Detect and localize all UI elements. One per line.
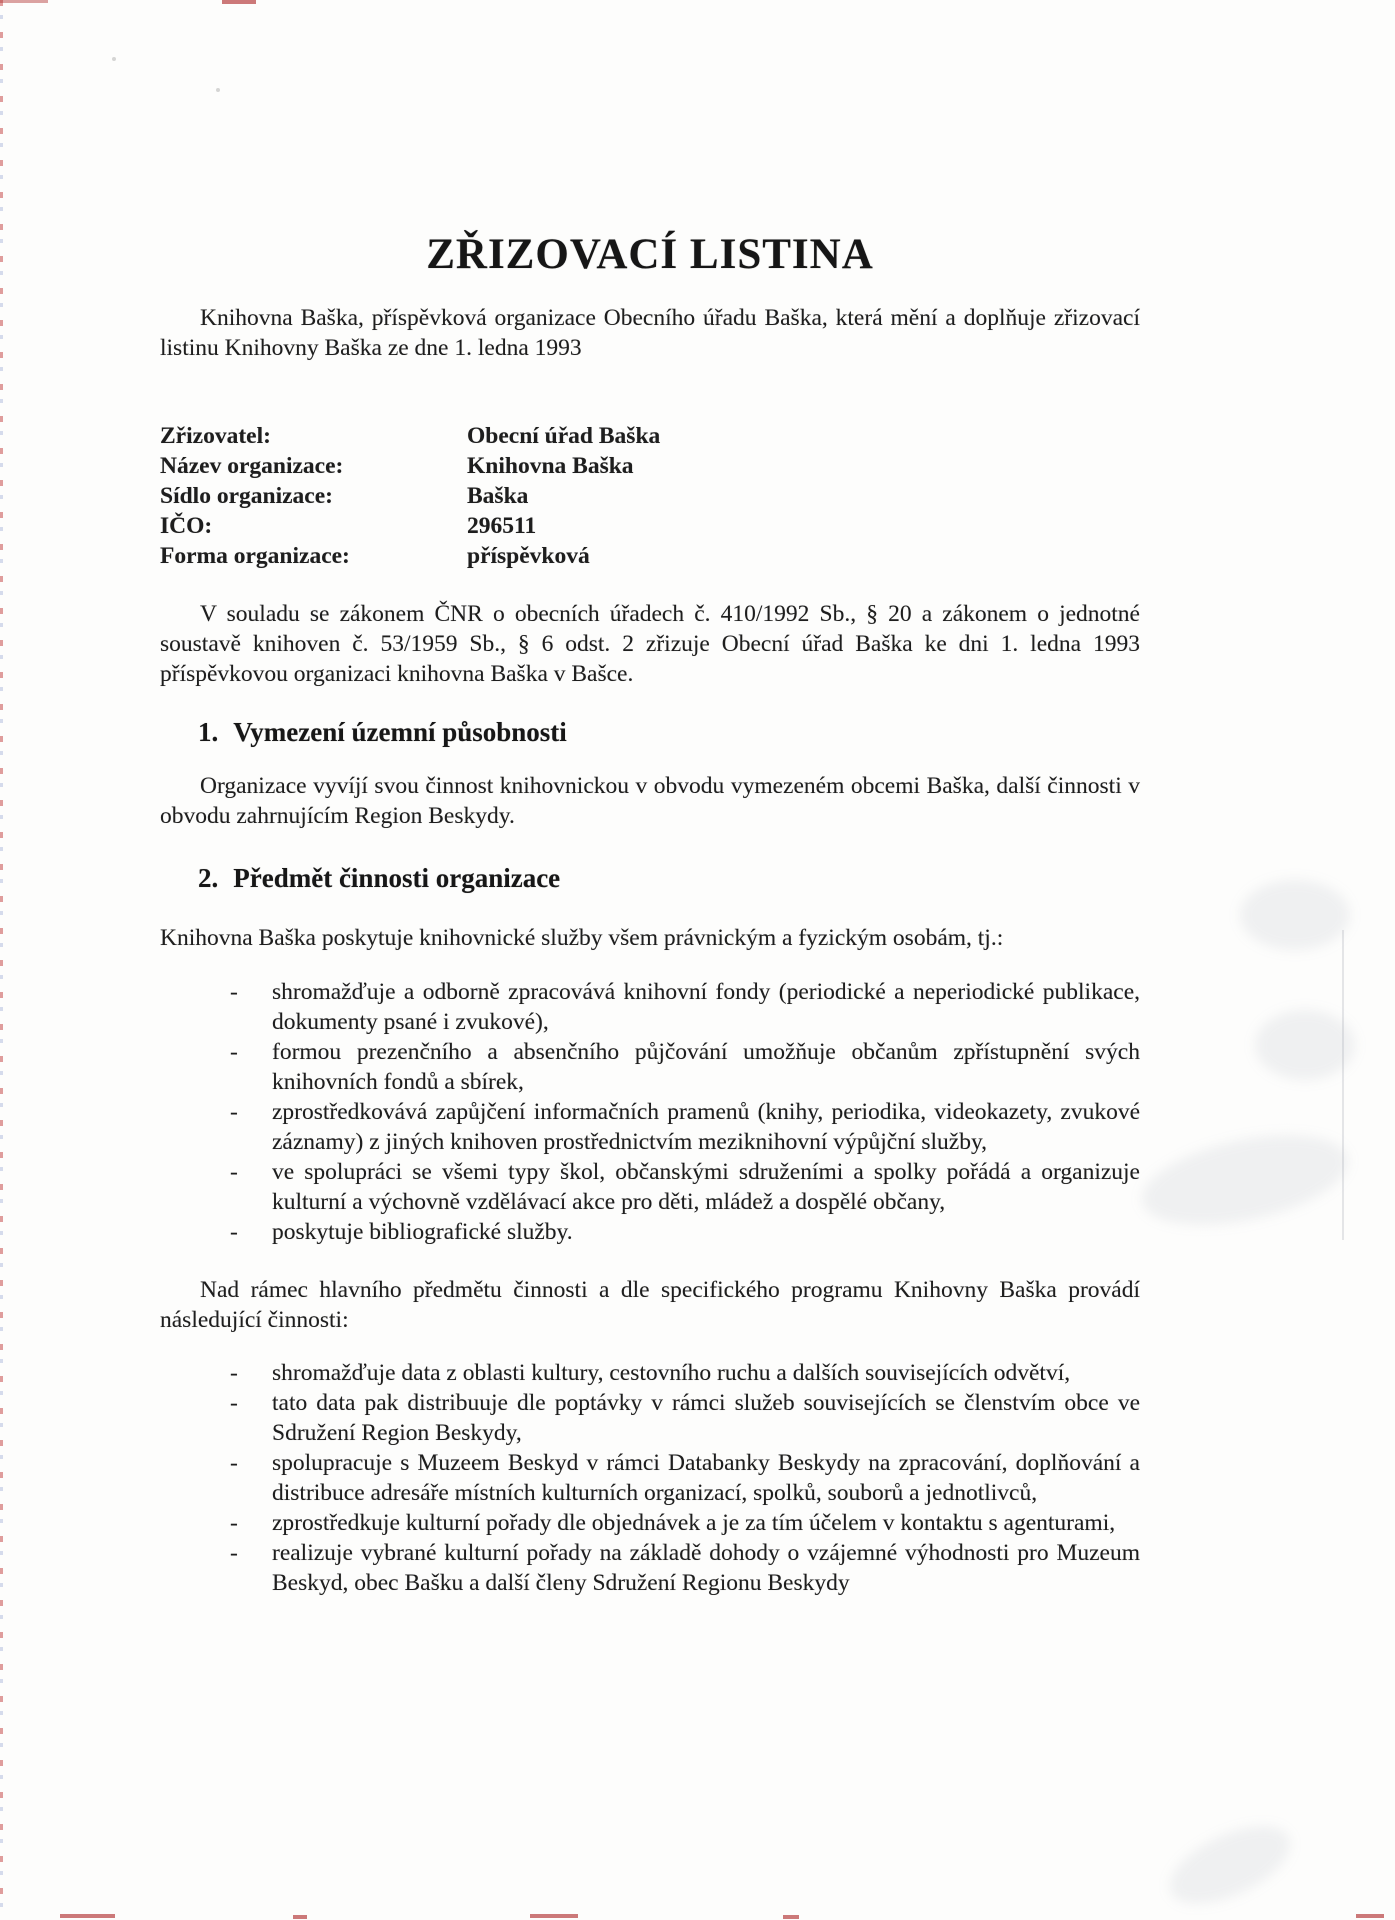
list-item-text: spolupracuje s Muzeem Beskyd v rámci Databanky Beskydy na zpracování, doplňování a distribuce adresáře místních kulturních organizací, spolků, souborů a jednotlivců,: [272, 1450, 1140, 1506]
scan-artifact-smudge: [1240, 880, 1350, 950]
info-row: [160, 451, 1140, 481]
list-item: [230, 1388, 1140, 1448]
service-list: [160, 977, 1140, 1247]
bullet-dash: -: [230, 1038, 238, 1065]
scan-artifact-bottom-dash: [530, 1914, 578, 1918]
bullet-dash: -: [230, 1450, 238, 1476]
bullet-dash: -: [230, 1098, 238, 1125]
scan-artifact-left-edge: [0, 0, 3, 1920]
bullet-dash: -: [230, 1218, 238, 1245]
info-value: Obecní úřad Baška: [467, 423, 661, 449]
info-value: příspěvková: [467, 543, 590, 569]
list-item-text: tato data pak distribuuje dle poptávky v rámci služeb souvisejících se členstvím obce ve Sdružení Region Beskydy,: [272, 1390, 1140, 1446]
section-1-heading: [198, 715, 1140, 749]
bullet-dash: -: [230, 1390, 238, 1416]
list-item: [230, 1157, 1140, 1217]
document-title: ZŘIZOVACÍ LISTINA: [426, 231, 874, 278]
info-value: 296511: [467, 513, 537, 539]
info-row: [160, 421, 1140, 451]
scan-artifact-top-dash: [0, 0, 48, 3]
list-item-text: shromažďuje a odborně zpracovává knihovní fondy (periodické a neperiodické publikace, dokumenty psané i zvukové),: [272, 978, 1140, 1035]
section-number: 2.: [198, 863, 219, 893]
scan-artifact-smudge: [1134, 1119, 1356, 1241]
list-item: [230, 1508, 1140, 1538]
info-label: Název organizace:: [160, 453, 344, 479]
section-title: Předmět činnosti organizace: [233, 863, 561, 893]
info-table: [160, 421, 1140, 571]
scan-artifact-bottom-dash: [293, 1915, 307, 1919]
info-label: IČO:: [160, 513, 213, 539]
list-item-text: formou prezenčního a absenčního půjčování umožňuje občanům zpřístupnění svých knihovních fondů a sbírek,: [272, 1038, 1140, 1095]
additional-activities-intro: Nad rámec hlavního předmětu činnosti a dle specifického programu Knihovny Baška provádí následující činnosti:: [160, 1276, 1140, 1333]
scan-artifact-bottom-dash: [783, 1915, 799, 1919]
list-item: [230, 1358, 1140, 1388]
list-item-text: shromažďuje data z oblasti kultury, cestovního ruchu a dalších souvisejících odvětví,: [272, 1360, 1071, 1386]
bullet-dash: -: [230, 1158, 238, 1185]
scan-artifact-speck: [112, 57, 116, 61]
list-item-text: ve spolupráci se všemi typy škol, občanskými sdruženími a spolky pořádá a organizuje kulturní a výchovně vzdělávací akce pro děti, mládež a dospělé občany,: [272, 1158, 1140, 1215]
section-1-body: Organizace vyvíjí svou činnost knihovnickou v obvodu vymezeném obcemi Baška, další činnosti v obvodu zahrnujícím Region Beskydy.: [160, 773, 1140, 829]
list-item-text: poskytuje bibliografické služby.: [272, 1218, 573, 1245]
additional-activities-list: [160, 1358, 1140, 1598]
info-label: Forma organizace:: [160, 543, 350, 569]
scan-artifact-bottom-dash: [1356, 1914, 1384, 1918]
list-item: [230, 1097, 1140, 1157]
list-item-text: zprostředkovává zapůjčení informačních pramenů (knihy, periodika, videokazety, zvukové záznamy) z jiných knihoven prostřednictvím meziknihovní výpůjční služby,: [272, 1098, 1140, 1155]
info-row: [160, 541, 1140, 571]
list-item: [230, 1448, 1140, 1508]
bullet-dash: -: [230, 1360, 238, 1386]
document-content: [160, 0, 1140, 1598]
list-item: [230, 1217, 1140, 1247]
bullet-dash: -: [230, 978, 238, 1005]
bullet-dash: -: [230, 1510, 238, 1536]
list-item-text: realizuje vybrané kulturní pořady na základě dohody o vzájemné výhodnosti pro Muzeum Beskyd, obec Bašku a další členy Sdružení Regionu Beskydy: [272, 1540, 1140, 1596]
list-item-text: zprostředkuje kulturní pořady dle objednávek a je za tím účelem v kontaktu s agenturami,: [272, 1510, 1116, 1536]
list-item: [230, 1538, 1140, 1598]
info-value: Knihovna Baška: [467, 453, 634, 479]
section-2-heading: [198, 861, 1140, 895]
info-label: Zřizovatel:: [160, 423, 271, 449]
legal-paragraph: V souladu se zákonem ČNR o obecních úřadech č. 410/1992 Sb., § 20 a zákonem o jednotné soustavě knihoven č. 53/1959 Sb., § 6 odst. 2 zřizuje Obecní úřad Baška ke dni 1. ledna 1993 příspěvkovou organizaci knihovna Baška v Bašce.: [160, 601, 1140, 687]
services-intro: Knihovna Baška poskytuje knihovnické služby všem právnickým a fyzickým osobám, tj.:: [160, 925, 1004, 951]
scan-artifact-line: [1342, 930, 1344, 1240]
section-title: Vymezení územní působnosti: [233, 717, 567, 747]
section-number: 1.: [198, 717, 219, 747]
scan-artifact-smudge: [1158, 1810, 1301, 1919]
intro-paragraph: Knihovna Baška, příspěvková organizace Obecního úřadu Baška, která mění a doplňuje zřizovací listinu Knihovny Baška ze dne 1. ledna 1993: [160, 305, 1140, 361]
bullet-dash: -: [230, 1540, 238, 1566]
scan-artifact-smudge: [1255, 1010, 1355, 1080]
list-item: [230, 1037, 1140, 1097]
scan-artifact-bottom-dash: [60, 1914, 115, 1918]
list-item: [230, 977, 1140, 1037]
info-label: Sídlo organizace:: [160, 483, 333, 509]
info-row: [160, 511, 1140, 541]
info-value: Baška: [467, 483, 529, 509]
info-row: [160, 481, 1140, 511]
